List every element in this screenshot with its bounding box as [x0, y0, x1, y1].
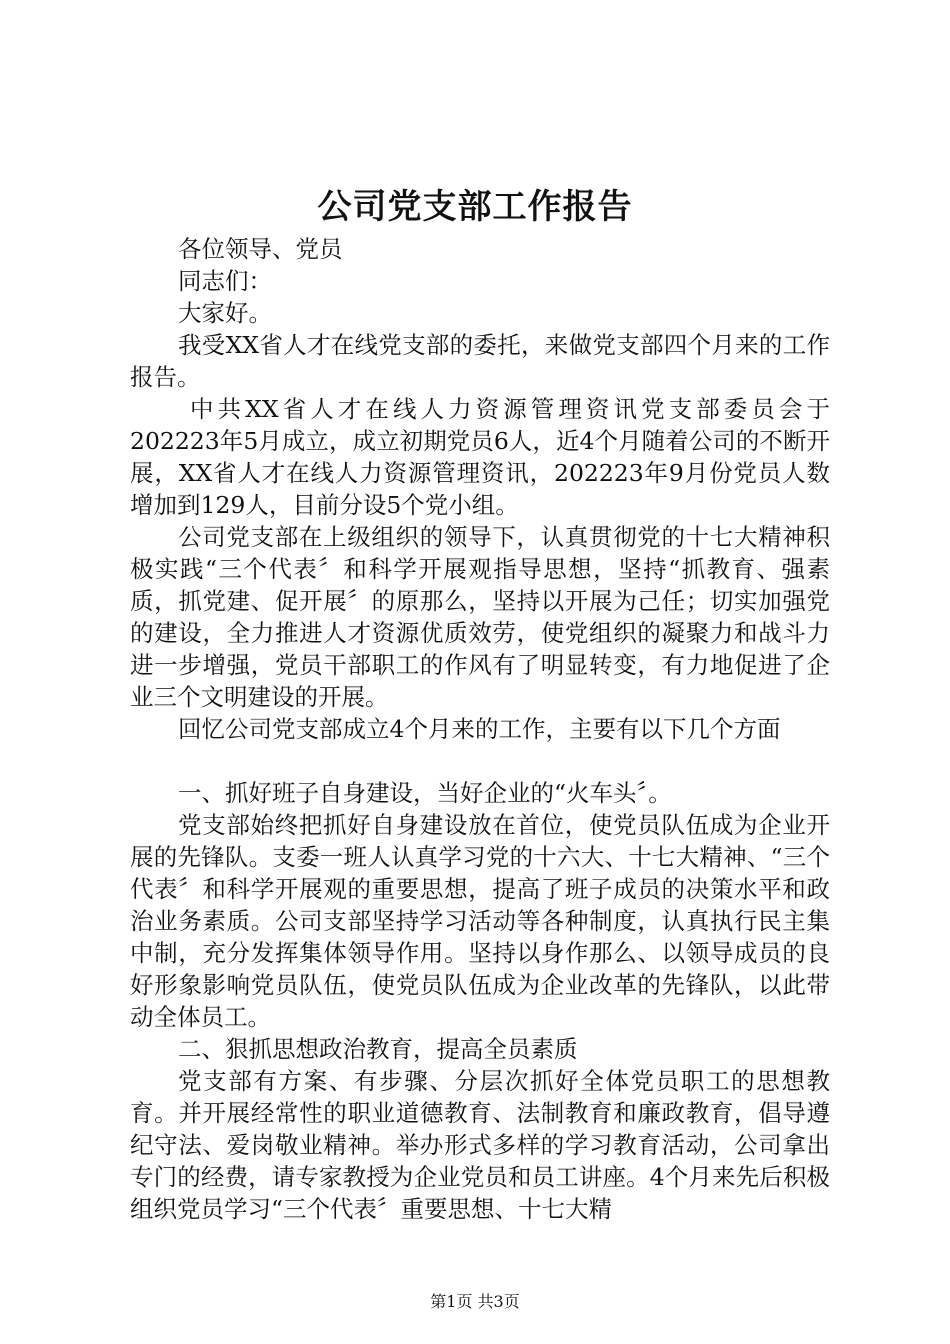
- greeting-line: 大家好。: [178, 299, 272, 327]
- body-paragraph: 党支部有方案、有步骤、分层次抓好全体党员职工的思想教育。并开展经常性的职业道德教育、法制教育和廉政教育，倡导遵纪守法、爱岗敬业精神。举办形式多样的学习教育活动，公司拿出专门的经费，请专家教授为企业党员和员工讲座。4个月来先后积极组织党员学习“三个代表〞重要思想、十七大精: [130, 1067, 830, 1223]
- salutation-line: 各位领导、党员: [178, 235, 343, 263]
- salutation-line: 同志们：: [178, 267, 272, 295]
- body-paragraph: 党支部始终把抓好自身建设放在首位，使党员队伍成为企业开展的先锋队。支委一班人认真学习党的十六大、十七大精神、“三个代表〞和科学开展观的重要思想，提高了班子成员的决策水平和政治业务素质。公司支部坚持学习活动等各种制度，认真执行民主集中制，充分发挥集体领导作用。坚持以身作那么、以领导成员的良好形象影响党员队伍，使党员队伍成为企业改革的先锋队，以此带动全体员工。: [130, 811, 830, 1031]
- body-paragraph: 回忆公司党支部成立4个月来的工作，主要有以下几个方面: [178, 715, 781, 743]
- document-title: 公司党支部工作报告: [317, 187, 633, 227]
- section-heading: 一、抓好班子自身建设，当好企业的“火车头〞。: [178, 779, 672, 807]
- paragraph-spacer: [130, 745, 830, 777]
- body-paragraph: 中共XX省人才在线人力资源管理资讯党支部委员会于202223年5月成立，成立初期党员6人，近4个月随着公司的不断开展，XX省人才在线人力资源管理资讯，202223年9月份党员人数增加到129人，目前分设5个党小组。: [130, 395, 830, 519]
- document-body: [130, 233, 830, 1225]
- page-footer: 第1页 共3页: [430, 1292, 520, 1311]
- section-heading: 二、狠抓思想政治教育，提高全员素质: [178, 1035, 578, 1063]
- body-paragraph: 公司党支部在上级组织的领导下，认真贯彻党的十七大精神积极实践“三个代表〞和科学开展观指导思想，坚持“抓教育、强素质，抓党建、促开展〞的原那么，坚持以开展为己任；切实加强党的建设，全力推进人才资源优质效劳，使党组织的凝聚力和战斗力进一步增强，党员干部职工的作风有了明显转变，有力地促进了企业三个文明建设的开展。: [130, 523, 830, 711]
- body-paragraph: 我受XX省人才在线党支部的委托，来做党支部四个月来的工作报告。: [130, 331, 830, 391]
